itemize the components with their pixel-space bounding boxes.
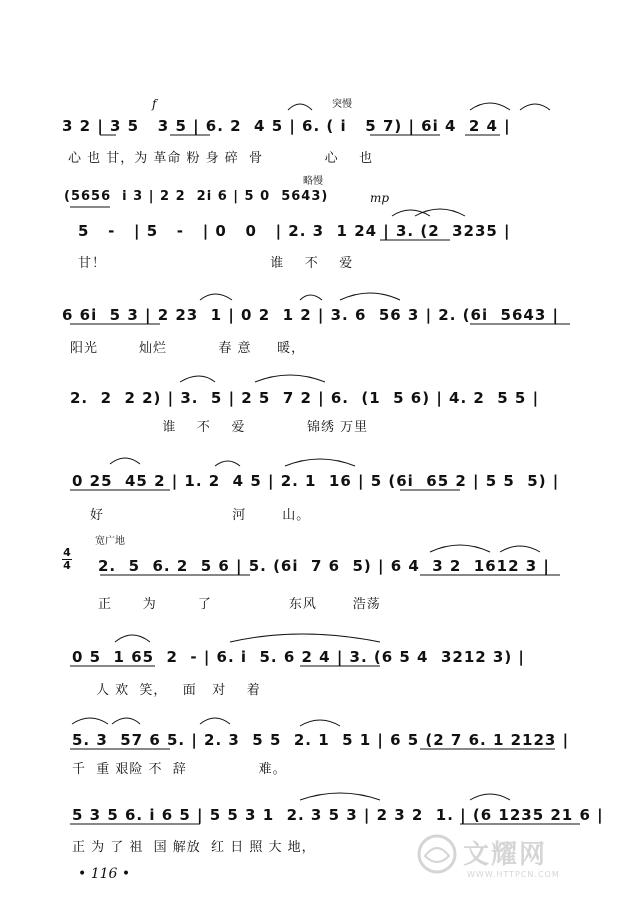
tempo-mark-sudden-slow: 突慢 [332, 99, 352, 110]
lyrics-line: 人 欢 笑， 面 对 着 [96, 683, 261, 698]
lyrics-line: 甘！ 谁 不 爱 [78, 256, 354, 271]
lyrics-line: 正 为 了 东风 浩荡 [98, 597, 381, 612]
notation-line: 0 5 1 65 2 - | 6. i 5. 6 2 4 | 3. (6 5 4 3212 3) | [72, 648, 525, 666]
dynamic-forte: f [152, 97, 157, 111]
lyrics-line: 心 也 甘，为 革命 粉 身 碎 骨 心 也 [68, 151, 374, 166]
lyrics-line: 谁 不 爱 锦绣 万里 [70, 420, 369, 435]
dynamic-mezzo-piano: mp [370, 191, 390, 205]
watermark-logo-icon [415, 832, 459, 876]
lyrics-line: 好 河 山。 [90, 508, 311, 523]
notation-line: 3 2 | 3 5 3 5 | 6. 2 4 5 | 6. ( i 5 7) | 6i 4 2 4 | [62, 117, 511, 135]
lyrics-line: 阳光 灿烂 春 意 暖， [70, 341, 306, 356]
watermark-url: WWW.HTTPCN.COM [467, 870, 560, 879]
time-signature-numerator: 4 [63, 546, 71, 559]
notation-line: 6 6i 5 3 | 2 23 1 | 0 2 1 2 | 3. 6 56 3 | 2. (6i 5643 | [62, 306, 559, 324]
tempo-mark-broad: 宽广地 [95, 536, 125, 547]
time-signature [62, 548, 72, 571]
page-number: • 116 • [78, 866, 131, 882]
notation-line: 0 25 45 2 | 1. 2 4 5 | 2. 1 16 | 5 (6i 65 2 | 5 5 5) | [72, 472, 560, 490]
tempo-mark-slightly-slow: 略慢 [303, 176, 323, 187]
notation-line: 5 - | 5 - | 0 0 | 2. 3 1 24 | 3. (2 3235 | [78, 222, 511, 240]
lyrics-line: 正 为 了 祖 国 解放 红 日 照 大 地， [72, 840, 316, 855]
lyrics-line: 千 重 艰险 不 辞 难。 [72, 762, 287, 777]
time-signature-denominator: 4 [63, 559, 71, 572]
notation-line: 2. 5 6. 2 5 6 | 5. (6i 7 6 5) | 6 4 3 2 1612 3 | [98, 557, 550, 575]
notation-line: 2. 2 2 2) | 3. 5 | 2 5 7 2 | 6. (1 5 6) | 4. 2 5 5 | [70, 389, 540, 407]
site-watermark [415, 830, 615, 890]
watermark-logo-text: 文耀网 [463, 840, 548, 870]
notation-line: 5 3 5 6. i 6 5 | 5 5 3 1 2. 3 5 3 | 2 3 2 1. | (6 1235 21 6 | [72, 806, 604, 824]
notation-line: (5656 i 3 | 2 2 2i 6 | 5 0 5643) [64, 189, 329, 204]
notation-line: 5. 3 57 6 5. | 2. 3 5 5 2. 1 5 1 | 6 5 (2 7 6. 1 2123 | [72, 731, 570, 749]
